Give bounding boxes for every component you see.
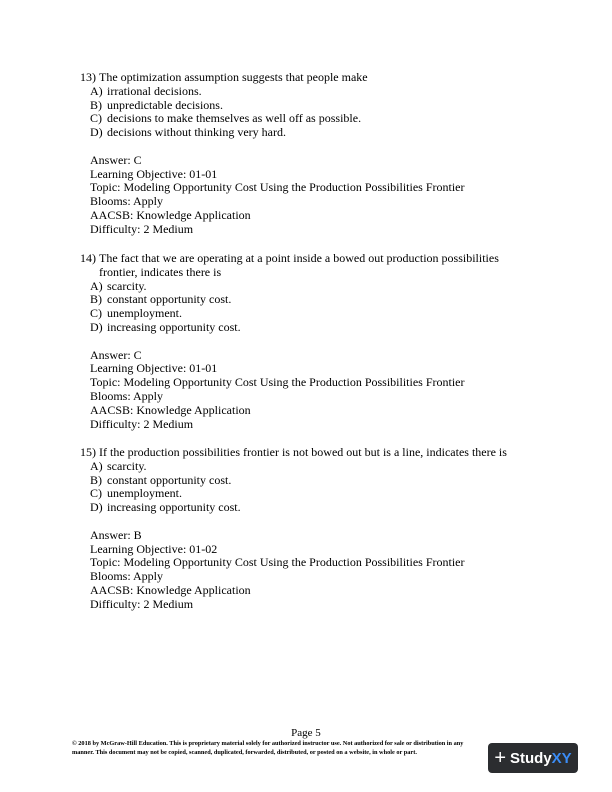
choice-text: unpredictable decisions. xyxy=(107,97,223,112)
topic-line: Topic: Modeling Opportunity Cost Using the Production Possibilities Frontier xyxy=(90,555,465,570)
learning-objective-line: Learning Objective: 01-02 xyxy=(90,541,218,556)
question-13 xyxy=(80,71,520,237)
choice-text: constant opportunity cost. xyxy=(107,292,232,307)
choice-text: irrational decisions. xyxy=(107,83,202,98)
copyright-line: manner. This document may not be copied, scanned, duplicated, forwarded, distributed, or posted on a website, in whole or part. xyxy=(72,749,417,756)
choice-letter: D) xyxy=(90,319,103,334)
question-number: 15) xyxy=(80,445,96,459)
choice-text: decisions without thinking very hard. xyxy=(107,125,286,140)
studyxy-logo[interactable] xyxy=(488,743,578,773)
answer-metadata xyxy=(80,349,520,432)
question-stem xyxy=(80,252,520,280)
topic-line: Topic: Modeling Opportunity Cost Using the Production Possibilities Frontier xyxy=(90,180,465,195)
choice-c xyxy=(80,307,520,321)
question-stem xyxy=(80,71,520,85)
aacsb-line: AACSB: Knowledge Application xyxy=(90,582,251,597)
question-text: The fact that we are operating at a point inside a bowed out production possibilities frontier, indicates there is xyxy=(99,251,499,279)
difficulty-line: Difficulty: 2 Medium xyxy=(90,416,194,431)
answer-line: Answer: C xyxy=(90,152,142,167)
choice-text: unemployment. xyxy=(107,306,182,321)
learning-objective-line: Learning Objective: 01-01 xyxy=(90,166,218,181)
choice-b xyxy=(80,293,520,307)
question-stem xyxy=(80,446,520,460)
question-text: If the production possibilities frontier is not bowed out but is a line, indicates there is xyxy=(99,445,507,459)
aacsb-line: AACSB: Knowledge Application xyxy=(90,207,251,222)
choice-letter: C) xyxy=(90,111,102,126)
answer-line: Answer: C xyxy=(90,347,142,362)
question-14 xyxy=(80,252,520,431)
choice-d xyxy=(80,321,520,335)
choice-a xyxy=(80,460,520,474)
difficulty-line: Difficulty: 2 Medium xyxy=(90,596,194,611)
choice-c xyxy=(80,112,520,126)
choice-d xyxy=(80,501,520,515)
choice-text: constant opportunity cost. xyxy=(107,472,232,487)
aacsb-line: AACSB: Knowledge Application xyxy=(90,402,251,417)
answer-metadata xyxy=(80,529,520,612)
choice-letter: D) xyxy=(90,125,103,140)
answer-line: Answer: B xyxy=(90,527,142,542)
blooms-line: Blooms: Apply xyxy=(90,388,164,403)
choice-text: scarcity. xyxy=(107,458,147,473)
choice-letter: A) xyxy=(90,278,103,293)
choice-text: increasing opportunity cost. xyxy=(107,319,241,334)
copyright-notice xyxy=(72,739,520,757)
choice-letter: A) xyxy=(90,83,103,98)
choice-text: unemployment. xyxy=(107,486,182,501)
choice-text: increasing opportunity cost. xyxy=(107,500,241,515)
plus-icon: + xyxy=(494,747,506,769)
copyright-line: © 2018 by McGraw-Hill Education. This is proprietary material solely for authorized instructor use. Not authorized for sale or distribution in any xyxy=(72,740,464,747)
page-number: Page 5 xyxy=(291,727,321,739)
question-number: 14) xyxy=(80,251,96,265)
question-15 xyxy=(80,446,520,612)
choice-letter: B) xyxy=(90,97,102,112)
question-number: 13) xyxy=(80,70,96,84)
choice-c xyxy=(80,487,520,501)
choice-letter: C) xyxy=(90,486,102,501)
choice-letter: B) xyxy=(90,472,102,487)
choice-b xyxy=(80,474,520,488)
choice-b xyxy=(80,99,520,113)
choice-a xyxy=(80,85,520,99)
topic-line: Topic: Modeling Opportunity Cost Using the Production Possibilities Frontier xyxy=(90,375,465,390)
blooms-line: Blooms: Apply xyxy=(90,569,164,584)
question-text: The optimization assumption suggests that people make xyxy=(99,70,368,84)
choice-text: scarcity. xyxy=(107,278,147,293)
choice-a xyxy=(80,280,520,294)
difficulty-line: Difficulty: 2 Medium xyxy=(90,221,194,236)
choice-letter: D) xyxy=(90,500,103,515)
choice-text: decisions to make themselves as well off as possible. xyxy=(107,111,362,126)
choice-letter: A) xyxy=(90,458,103,473)
blooms-line: Blooms: Apply xyxy=(90,194,164,209)
choice-letter: C) xyxy=(90,306,102,321)
learning-objective-line: Learning Objective: 01-01 xyxy=(90,361,218,376)
logo-text-accent: XY xyxy=(551,749,572,767)
logo-text-main: Study xyxy=(510,749,552,767)
answer-metadata xyxy=(80,154,520,237)
choice-letter: B) xyxy=(90,292,102,307)
choice-d xyxy=(80,126,520,140)
